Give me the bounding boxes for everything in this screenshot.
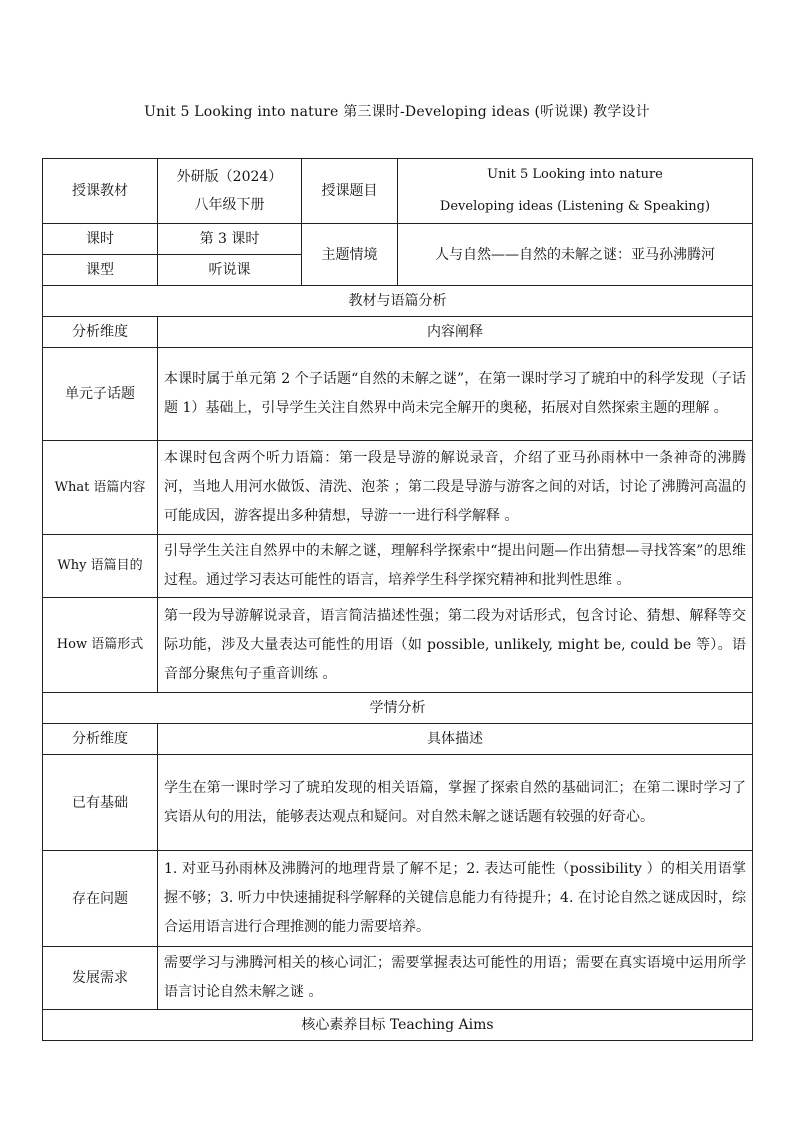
theme-value: 人与自然——自然的未解之谜：亚马孙沸腾河 xyxy=(398,224,753,286)
period-value: 第 3 课时 xyxy=(158,224,302,255)
type-label: 课型 xyxy=(43,255,158,286)
textbook-value xyxy=(158,159,302,224)
row-content-existing-basis: 学生在第一课时学习了琥珀发现的相关语篇，掌握了探索自然的基础词汇；在第二课时学习了宾语从句的用法，能够表达观点和疑问。对自然未解之谜话题有较强的好奇心。 xyxy=(158,755,753,851)
type-value: 听说课 xyxy=(158,255,302,286)
row-content-unit-subtopic: 本课时属于单元第 2 个子话题“自然的未解之谜”，在第一课时学习了琥珀中的科学发现（子话题 1）基础上，引导学生关注自然界中尚未完全解开的奥秘，拓展对自然探索主题的理解 。 xyxy=(158,348,753,441)
text-analysis-col2: 内容阐释 xyxy=(158,317,753,348)
lesson-plan-table xyxy=(42,158,753,1041)
topic-value xyxy=(398,159,753,224)
textbook-label: 授课教材 xyxy=(43,159,158,224)
row-label-needs: 发展需求 xyxy=(43,947,158,1010)
topic-line1: Unit 5 Looking into nature xyxy=(487,167,663,182)
row-content-problems: 1. 对亚马孙雨林及沸腾河的地理背景了解不足；2. 表达可能性（possibility ）的相关用语掌握不够；3. 听力中快速捕捉科学解释的关键信息能力有待提升；4. 在讨论自然之谜成因时，综合运用语言进行合理推测的能力需要培养。 xyxy=(158,851,753,947)
row-label-how: How 语篇形式 xyxy=(43,598,158,693)
row-content-how: 第一段为导游解说录音，语言简洁描述性强；第二段为对话形式，包含讨论、猜想、解释等交际功能，涉及大量表达可能性的用语（如 possible, unlikely, might be, could be 等）。语音部分聚焦句子重音训练 。 xyxy=(158,598,753,693)
row-label-problems: 存在问题 xyxy=(43,851,158,947)
row-label-what: What 语篇内容 xyxy=(43,441,158,535)
row-label-why: Why 语篇目的 xyxy=(43,535,158,598)
textbook-line2: 八年级下册 xyxy=(194,197,265,213)
topic-line2: Developing ideas (Listening & Speaking) xyxy=(439,199,711,214)
row-content-needs: 需要学习与沸腾河相关的核心词汇；需要掌握表达可能性的用语；需要在真实语境中运用所学语言讨论自然未解之谜 。 xyxy=(158,947,753,1010)
row-label-existing-basis: 已有基础 xyxy=(43,755,158,851)
learner-analysis-col1: 分析维度 xyxy=(43,724,158,755)
text-analysis-heading: 教材与语篇分析 xyxy=(43,286,753,317)
textbook-line1: 外研版（2024） xyxy=(176,169,283,185)
row-label-unit-subtopic: 单元子话题 xyxy=(43,348,158,441)
period-label: 课时 xyxy=(43,224,158,255)
topic-label: 授课题目 xyxy=(302,159,398,224)
row-content-what: 本课时包含两个听力语篇：第一段是导游的解说录音，介绍了亚马孙雨林中一条神奇的沸腾河，当地人用河水做饭、清洗、泡茶 ；第二段是导游与游客之间的对话，讨论了沸腾河高温的可能成因，游客提出多种猜想，导游一一进行科学解释 。 xyxy=(158,441,753,535)
row-content-why: 引导学生关注自然界中的未解之谜，理解科学探索中“提出问题—作出猜想—寻找答案”的思维过程。通过学习表达可能性的语言，培养学生科学探究精神和批判性思维 。 xyxy=(158,535,753,598)
learner-analysis-heading: 学情分析 xyxy=(43,693,753,724)
theme-label: 主题情境 xyxy=(302,224,398,286)
text-analysis-col1: 分析维度 xyxy=(43,317,158,348)
learner-analysis-col2: 具体描述 xyxy=(158,724,753,755)
document-title: Unit 5 Looking into nature 第三课时-Developing ideas (听说课) 教学设计 xyxy=(144,104,650,120)
teaching-aims-heading: 核心素养目标 Teaching Aims xyxy=(43,1010,753,1041)
